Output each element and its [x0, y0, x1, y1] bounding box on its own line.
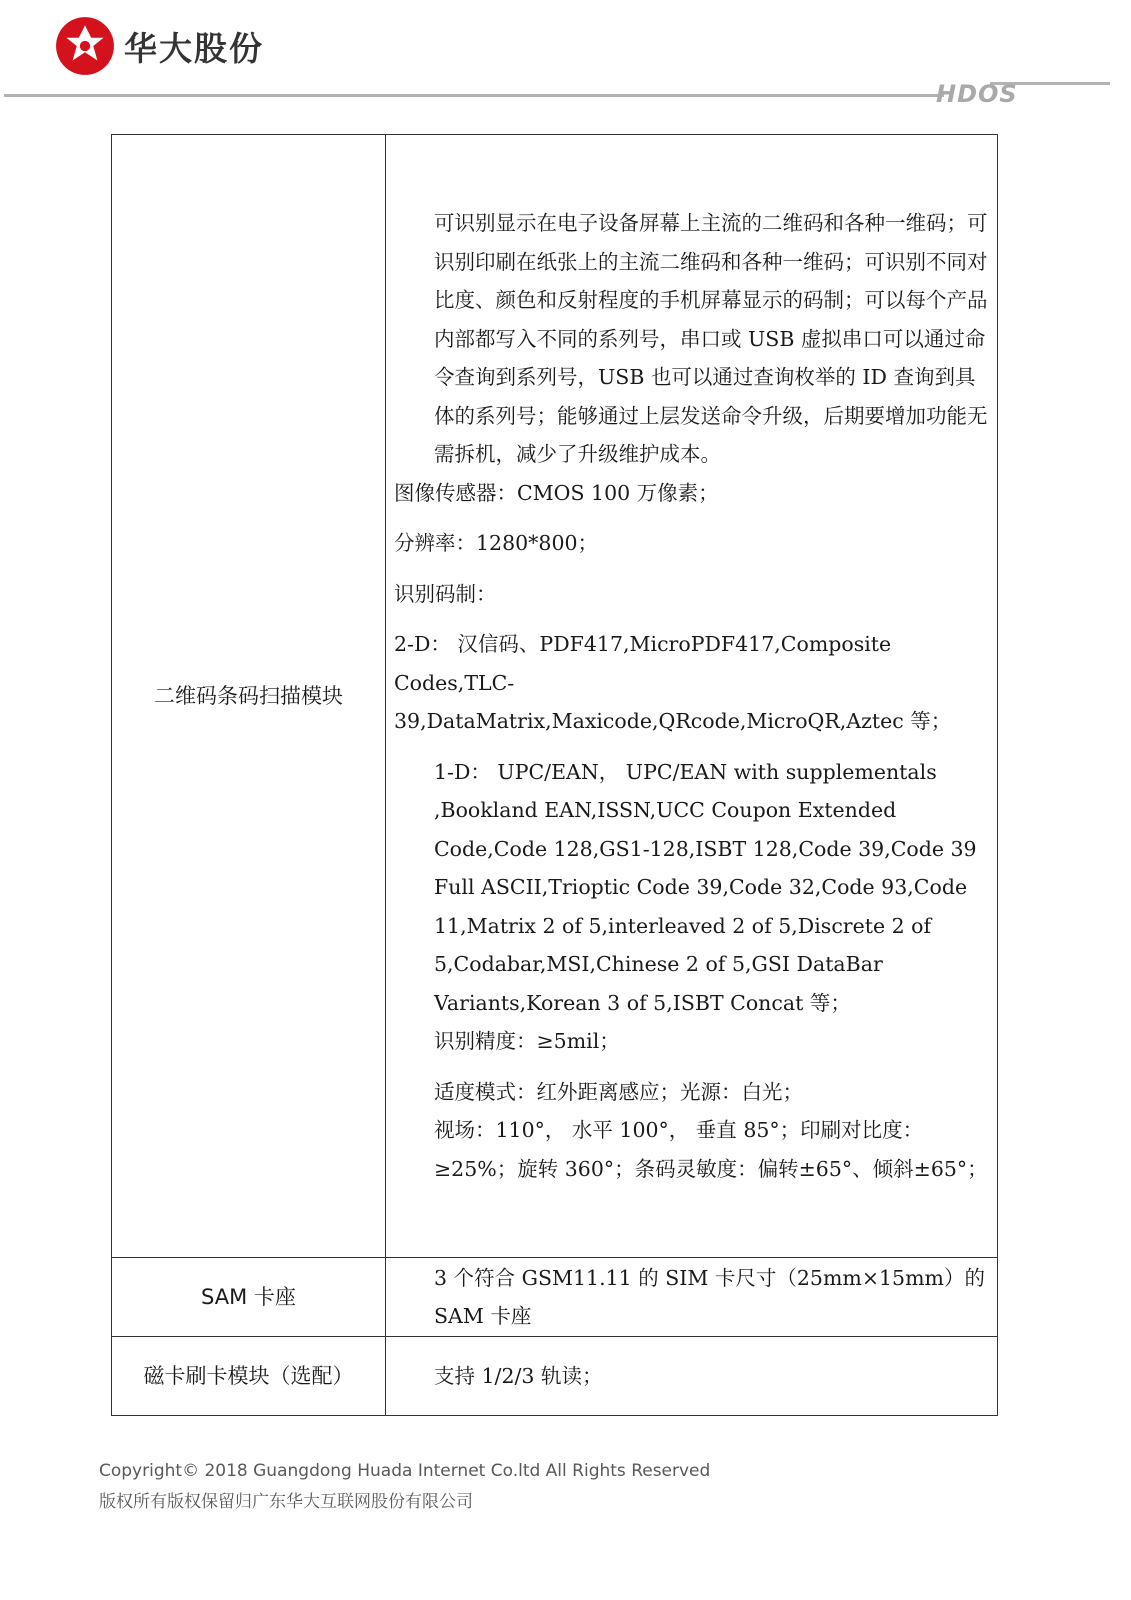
paragraph: 可识别显示在电子设备屏幕上主流的二维码和各种一维码；可识别印刷在纸张上的主流二维码和各种一维码；可识别不同对比度、颜色和反射程度的手机屏幕显示的码制；可以每个产品内部都写入不同的系列号，串口或 USB 虚拟串口可以通过命令查询到系列号，USB 也可以通过查询枚举的 ID 查询到具体的系列号；能够通过上层发送命令升级，后期要增加功能无需拆机，减少了升级维护成本。 [434, 211, 988, 466]
row-label: 磁卡刷卡模块（选配） [112, 1337, 386, 1416]
paragraph: 支持 1/2/3 轨读； [434, 1363, 603, 1388]
table-row [112, 1258, 998, 1337]
row-value [386, 1258, 998, 1337]
row-value [386, 135, 998, 1258]
huada-logo-icon [54, 15, 116, 77]
paragraph: 分辨率：1280*800； [394, 531, 599, 555]
table-row [112, 135, 998, 1258]
company-logo [54, 16, 264, 76]
paragraph: 图像传感器：CMOS 100 万像素； [394, 480, 719, 505]
header-rule [4, 94, 944, 97]
footer [99, 1456, 710, 1518]
paragraph: 视场：110°， 水平 100°， 垂直 85°；印刷对比度：≥25%；旋转 360°；条码灵敏度：偏转±65°、倾斜±65°； [434, 1118, 988, 1181]
brand-name: 华大股份 [124, 28, 264, 68]
row-label: 二维码条码扫描模块 [112, 135, 386, 1258]
paragraph: 3 个符合 GSM11.11 的 SIM 卡尺寸（25mm×15mm）的 SAM 卡座 [434, 1265, 985, 1328]
paragraph: 识别码制： [394, 581, 497, 606]
paragraph: 1-D： UPC/EAN， UPC/EAN with supplementals ,Bookland EAN,ISSN,UCC Coupon Extended Code,Code 128,GS1-128,ISBT 128,Code 39,Code 39 Full ASCII,Trioptic Code 39,Code 32,Code 93,Code 11,Matrix 2 of 5,interleaved 2 of 5,Discrete 2 of 5,Codabar,MSI,Chinese 2 of 5,GSI DataBar Variants,Korean 3 of 5,ISBT Concat 等； [434, 759, 977, 1015]
hdos-mark: HDOS [936, 80, 1018, 108]
row-value [386, 1337, 998, 1416]
table-row [112, 1337, 998, 1416]
row-label: SAM 卡座 [112, 1258, 386, 1337]
paragraph: 2-D： 汉信码、PDF417,MicroPDF417,Composite Codes,TLC-39,DataMatrix,Maxicode,QRcode,MicroQR,Aztec 等； [394, 632, 952, 733]
paragraph: 识别精度：≥5mil； [434, 1029, 620, 1053]
rights-text: 版权所有版权保留归广东华大互联网股份有限公司 [99, 1492, 473, 1512]
copyright-text: Copyright© 2018 Guangdong Huada Internet Co.ltd All Rights Reserved [99, 1461, 711, 1481]
spec-table [111, 134, 998, 1416]
paragraph: 适度模式：红外距离感应；光源：白光； [434, 1079, 803, 1104]
